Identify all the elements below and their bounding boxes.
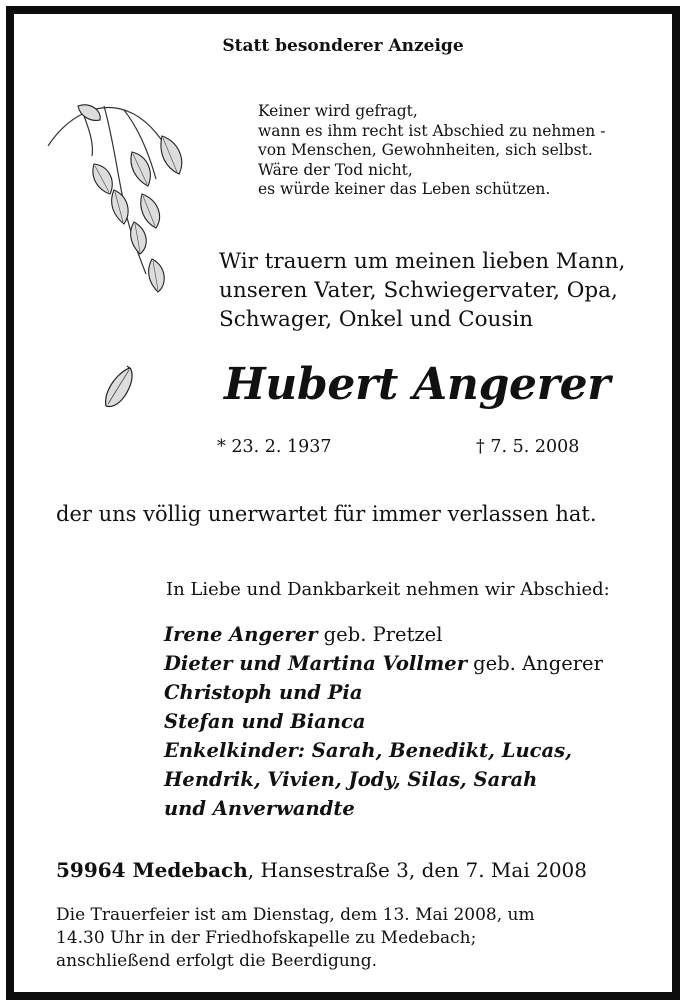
address-line: [56, 858, 587, 882]
obituary-frame: [6, 6, 680, 1000]
header-title: Statt besonderer Anzeige: [222, 36, 464, 56]
funeral-info: [56, 904, 535, 973]
departure-line: der uns völlig unerwartet für immer verlassen hat.: [56, 502, 597, 526]
farewell-line: In Liebe und Dankbarkeit nehmen wir Abschied:: [166, 579, 610, 600]
family-name: Enkelkinder: Sarah, Benedikt, Lucas,: [164, 739, 572, 762]
family-name: Hendrik, Vivien, Jody, Silas, Sarah: [164, 768, 538, 791]
family-entry: [164, 678, 603, 707]
poem-line: es würde keiner das Leben schützen.: [258, 180, 551, 198]
poem: [258, 102, 605, 200]
family-name: Irene Angerer: [164, 623, 318, 646]
family-entry: [164, 707, 603, 736]
family-entry: [164, 736, 603, 765]
funeral-line: 14.30 Uhr in der Friedhofskapelle zu Medebach;: [56, 928, 477, 948]
poem-line: wann es ihm recht ist Abschied zu nehmen -: [258, 121, 606, 140]
family-entry: [164, 649, 603, 678]
falling-leaf-icon: [100, 364, 140, 414]
funeral-line: Die Trauerfeier ist am Dienstag, dem 13. Mai 2008, um: [56, 905, 535, 925]
mourning-line: Schwager, Onkel und Cousin: [219, 307, 534, 332]
birth-date: * 23. 2. 1937: [217, 437, 332, 457]
family-note: geb. Angerer: [466, 652, 603, 675]
family-entry: [164, 794, 603, 823]
family-name: Dieter und Martina Vollmer: [164, 652, 467, 675]
address-city: 59964 Medebach: [56, 858, 248, 882]
mourning-text: [219, 247, 625, 334]
family-note: geb. Pretzel: [317, 623, 443, 646]
death-date: † 7. 5. 2008: [476, 437, 580, 457]
mourning-line: Wir trauern um meinen lieben Mann,: [219, 249, 626, 274]
poem-line: Keiner wird gefragt,: [258, 102, 418, 120]
deceased-name: Hubert Angerer: [224, 359, 611, 410]
family-name: Christoph und Pia: [164, 681, 363, 704]
funeral-line: anschließend erfolgt die Beerdigung.: [56, 951, 378, 971]
family-name: und Anverwandte: [164, 797, 355, 820]
birch-branch-icon: [44, 94, 194, 309]
family-list: [164, 620, 603, 823]
address-rest: , Hansestraße 3, den 7. Mai 2008: [247, 858, 587, 882]
family-entry: [164, 620, 603, 649]
poem-line: Wäre der Tod nicht,: [258, 160, 413, 179]
family-name: Stefan und Bianca: [164, 710, 366, 733]
poem-line: von Menschen, Gewohnheiten, sich selbst.: [258, 141, 593, 159]
family-entry: [164, 765, 603, 794]
mourning-line: unseren Vater, Schwiegervater, Opa,: [219, 278, 618, 303]
